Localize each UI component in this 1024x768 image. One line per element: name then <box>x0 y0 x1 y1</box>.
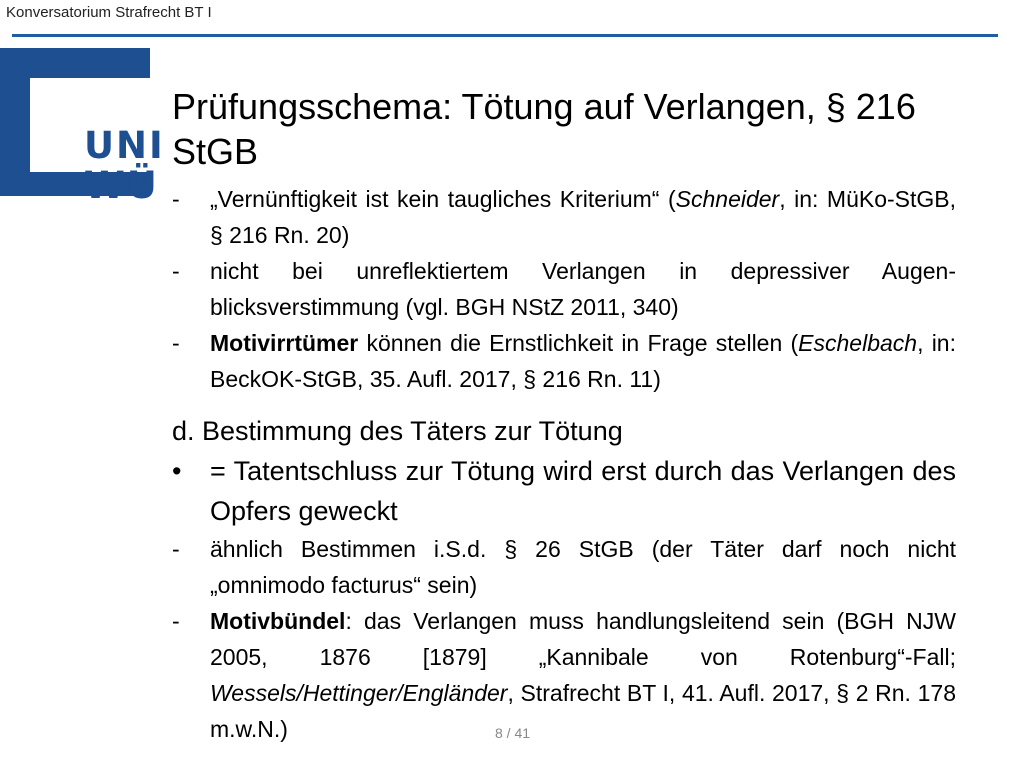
list-item <box>172 253 956 325</box>
item-text: Motivbündel: das Verlangen muss handlungsleitend sein (BGH NJW 2005, 1876 [1879] „Kannibale von Rotenburg“-Fall; Wessels/Hettinger/Engländer, Strafrecht BT I, 41. Aufl. 2017, § 2 Rn. 178 m.w.N.) <box>210 608 956 742</box>
dash-marker: - <box>172 258 180 284</box>
section-heading: d. Bestimmung des Täters zur Tötung <box>172 416 623 446</box>
dash-marker: - <box>172 186 180 212</box>
slide-content <box>172 181 956 747</box>
item-text: ähnlich Bestimmen i.S.d. § 26 StGB (der Täter darf noch nicht „omnimodo facturus“ sein) <box>210 536 956 598</box>
item-text: Motivirrtümer können die Ernstlichkeit in Frage stellen (Eschelbach, in: BeckOK-StGB, 35. Aufl. 2017, § 216 Rn. 11) <box>210 330 956 392</box>
page-number: 8 / 41 <box>495 725 531 741</box>
dash-marker: - <box>172 536 180 562</box>
logo-line-2: WÜ <box>84 164 159 207</box>
university-logo <box>0 48 165 207</box>
list-item <box>172 325 956 397</box>
logo-line-1: UNI <box>84 124 165 167</box>
item-text: nicht bei unreflektiertem Verlangen in depressiver Augenblicksverstimmung (vgl. BGH NStZ 2011, 340) <box>210 258 956 320</box>
list-item <box>172 603 956 747</box>
dash-marker: - <box>172 608 180 634</box>
list-item <box>172 181 956 253</box>
list-item <box>172 531 956 603</box>
bullet-marker: • <box>172 456 182 486</box>
dash-marker: - <box>172 330 180 356</box>
header-rule <box>12 34 998 37</box>
slide-title: Prüfungsschema: Tötung auf Verlangen, § 216 StGB <box>172 86 916 172</box>
bullet-text: = Tatentschluss zur Tötung wird erst durch das Verlangen des Opfers geweckt <box>210 456 956 526</box>
logo-text <box>84 124 165 207</box>
header-title: Konversatorium Strafrecht BT I <box>6 4 212 21</box>
bullet-item <box>172 451 956 531</box>
item-text: „Vernünftigkeit ist kein taugliches Kriterium“ (Schneider, in: MüKo-StGB, § 216 Rn. 20) <box>210 186 956 248</box>
